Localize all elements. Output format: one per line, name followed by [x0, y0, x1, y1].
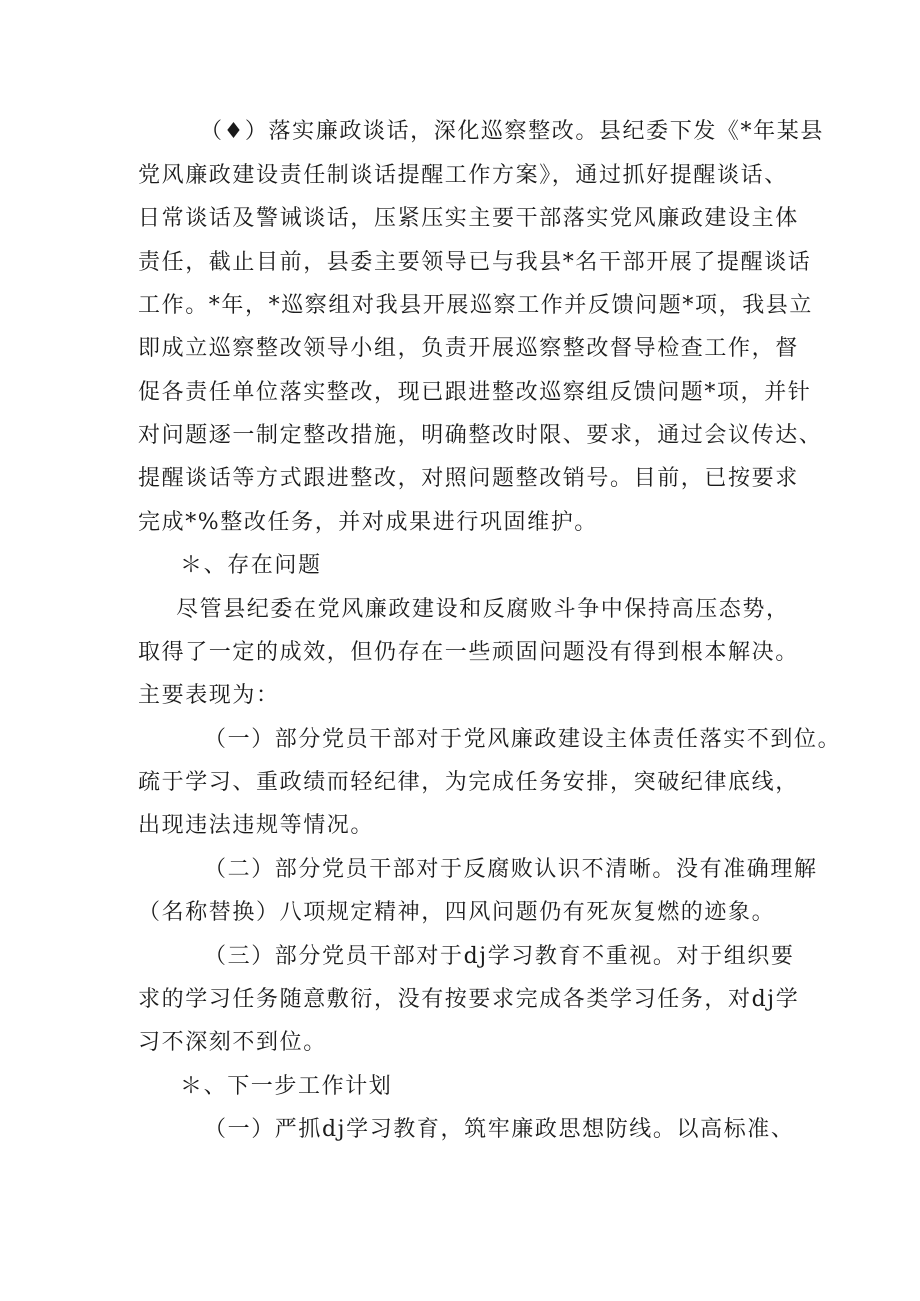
section-heading: ＊、存在问题	[180, 553, 322, 578]
paragraph-line: 党风廉政建设责任制谈话提醒工作方案》，通过抓好提醒谈话、	[138, 163, 788, 188]
paragraph-line: 责任，截止目前，县委主要领导已与我县*名干部开展了提醒谈话	[138, 250, 812, 275]
paragraph-line: 取得了一定的成效，但仍存在一些顽固问题没有得到根本解决。	[138, 640, 799, 665]
paragraph-line: 工作。*年，*巡察组对我县开展巡察工作并反馈问题*项，我县立	[138, 293, 814, 318]
paragraph-line: （一）严抓dj学习教育，筑牢廉政思想防线。以高标准、	[204, 1117, 795, 1142]
paragraph-line: 即成立巡察整改领导小组，负责开展巡察整改督导检查工作，督	[138, 336, 799, 361]
paragraph-line: 尽管县纪委在党风廉政建设和反腐败斗争中保持高压态势，	[176, 597, 790, 622]
paragraph-line: 促各责任单位落实整改，现已跟进整改巡察组反馈问题*项，并针	[138, 380, 812, 405]
paragraph-line: 求的学习任务随意敷衍，没有按要求完成各类学习任务，对dj学	[138, 987, 800, 1012]
section-heading: ＊、下一步工作计划	[180, 1074, 393, 1099]
paragraph-line: （名称替换）八项规定精神，四风问题仍有死灰复燃的迹象。	[138, 900, 776, 925]
paragraph-line: 习不深刻不到位。	[138, 1030, 327, 1055]
paragraph-line: 疏于学习、重政绩而轻纪律，为完成任务安排，突破纪律底线，	[138, 770, 799, 795]
paragraph-line: 完成*%整改任务，并对成果进行巩固维护。	[138, 510, 598, 535]
paragraph-line: 日常谈话及警诫谈话，压紧压实主要干部落实党风廉政建设主体	[138, 206, 799, 231]
paragraph-line: 出现违法违规等情况。	[138, 813, 375, 838]
paragraph-line: （三）部分党员干部对于dj学习教育不重视。对于组织要	[204, 944, 795, 969]
paragraph-line: （♦）落实廉政谈话，深化巡察整改。县纪委下发《*年某县	[200, 119, 824, 144]
paragraph-line: 主要表现为：	[138, 683, 280, 708]
paragraph-line: 提醒谈话等方式跟进整改，对照问题整改销号。目前，已按要求	[138, 466, 799, 491]
paragraph-line: （二）部分党员干部对于反腐败认识不清晰。没有准确理解	[204, 857, 818, 882]
paragraph-line: （一）部分党员干部对于党风廉政建设主体责任落实不到位。	[204, 727, 842, 752]
paragraph-line: 对问题逐一制定整改措施，明确整改时限、要求，通过会议传达、	[138, 423, 823, 448]
